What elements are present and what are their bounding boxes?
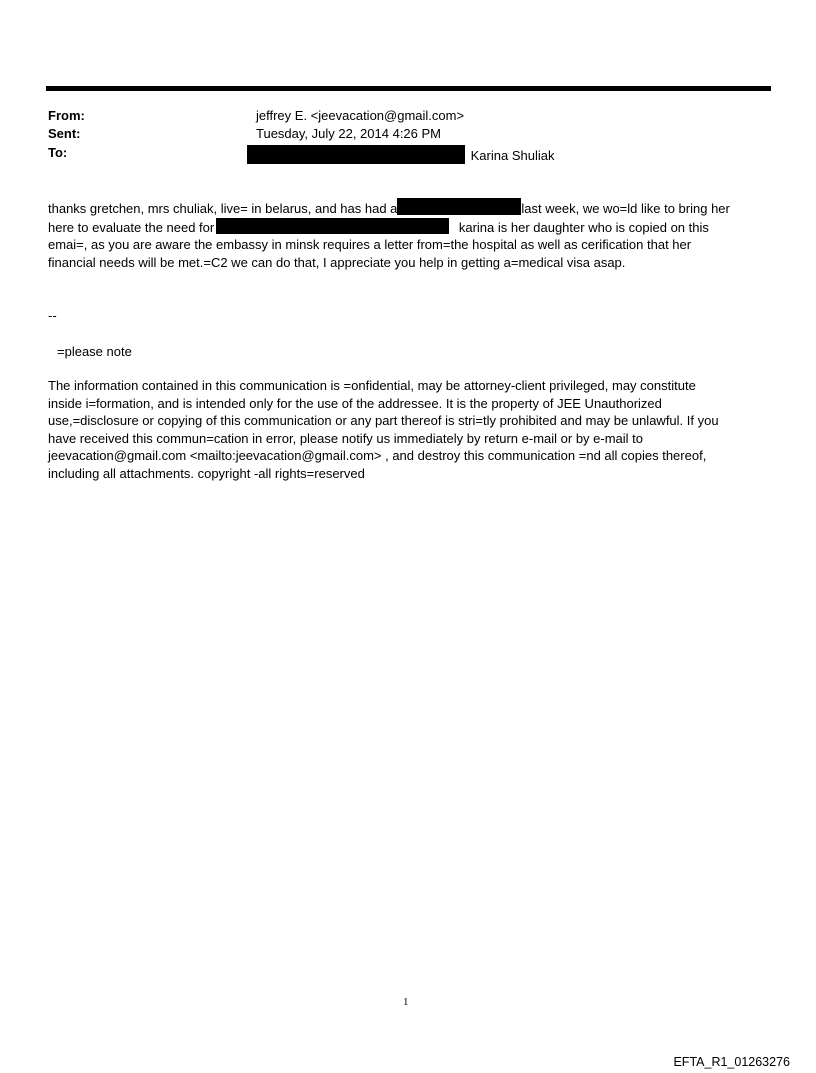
disclaimer-line: including all attachments. copyright -all rights=reserved — [48, 465, 365, 481]
redaction-bar — [397, 198, 521, 215]
please-note: =please note — [57, 344, 132, 359]
disclaimer-line: use,=disclosure or copying of this communication or any part thereof is stri=tly prohibited and may be unlawful. If you — [48, 413, 719, 428]
redaction-bar — [216, 218, 449, 234]
to-line — [247, 145, 554, 164]
page-number: 1 — [403, 996, 409, 1008]
body-line: financial needs will be met.=C2 we can do that, I appreciate you help in getting a=medical visa asap. — [48, 254, 626, 270]
disclaimer-line: have received this commun=cation in error, please notify us immediately by return e-mail or by e-mail to — [48, 430, 644, 446]
sent-value: Tuesday, July 22, 2014 4:26 PM — [256, 126, 441, 141]
sent-label: Sent: — [48, 126, 81, 141]
body-text: here to evaluate the need for — [48, 219, 215, 235]
body-line: emai=, as you are aware the embassy in minsk requires a letter from=the hospital as well as cerification that her — [48, 237, 692, 252]
disclaimer — [48, 377, 778, 482]
to-value: Karina Shuliak — [470, 148, 555, 163]
disclaimer-line: jeevacation@gmail.com <mailto:jeevacation@gmail.com> , and destroy this communication =nd all copies thereof, — [48, 448, 707, 463]
header-rule — [46, 86, 771, 91]
from-label: From: — [48, 108, 85, 123]
to-label: To: — [48, 145, 68, 160]
disclaimer-line: inside i=formation, and is intended only for the use of the addressee. It is the property of JEE Unauthorized — [48, 395, 662, 411]
body-text: last week, we wo=ld like to bring her — [521, 201, 730, 216]
message-body — [48, 198, 778, 271]
signature-dash: -- — [48, 308, 57, 323]
body-line — [48, 198, 778, 218]
disclaimer-line: The information contained in this communication is =onfidential, may be attorney-client privileged, may constitute — [48, 378, 696, 393]
redaction-bar — [247, 145, 465, 164]
from-value: jeffrey E. <jeevacation@gmail.com> — [256, 108, 465, 123]
bates-number: EFTA_R1_01263276 — [673, 1055, 790, 1069]
body-text: thanks gretchen, mrs chuliak, live= in belarus, and has had a — [48, 201, 398, 216]
body-line — [48, 218, 778, 237]
body-text: karina is her daughter who is copied on this — [455, 219, 709, 235]
